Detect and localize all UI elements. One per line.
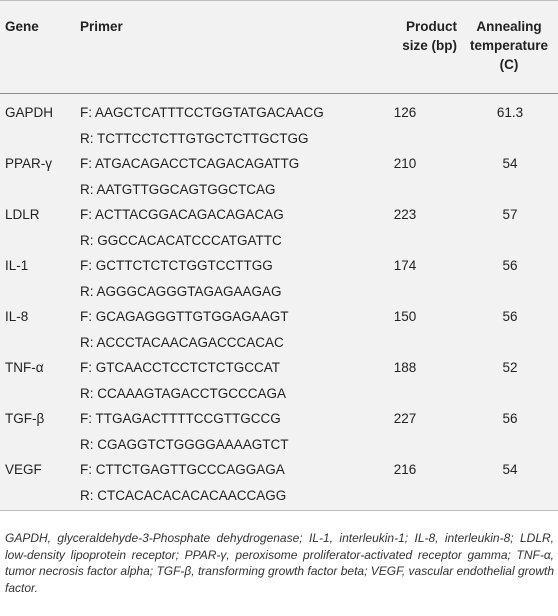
product-size: 188: [393, 360, 417, 375]
footnote-container: [0, 522, 558, 596]
table-row: [0, 151, 558, 177]
table-header: [0, 0, 558, 94]
table-row-reverse: [0, 228, 558, 254]
forward-primer: F: ATGACAGACCTCAGACAGATTG: [80, 156, 300, 171]
annealing-temp: 54: [502, 462, 518, 477]
annealing-temp: 54: [502, 156, 518, 171]
table-row-reverse: [0, 279, 558, 305]
header-annealing-line-1: Annealing: [476, 19, 542, 34]
product-size: 150: [393, 309, 417, 324]
gene-name: PPAR-γ: [5, 156, 53, 171]
table-row-reverse: [0, 330, 558, 356]
annealing-temp: 61.3: [496, 105, 524, 120]
table-row: [0, 100, 558, 126]
forward-primer: F: GTCAACCTCCTCTCTGCCAT: [80, 360, 280, 375]
table-row: [0, 304, 558, 330]
table-row: [0, 355, 558, 381]
reverse-primer: R: ACCCTACAACAGACCCACAC: [80, 334, 284, 350]
forward-primer: F: AAGCTCATTTCCTGGTATGACAACG: [80, 105, 324, 120]
reverse-primer: R: CCAAAGTAGACCTGCCCAGA: [80, 385, 287, 401]
table-row-reverse: [0, 483, 558, 509]
header-annealing-line-2: temperature: [469, 38, 549, 53]
forward-primer: F: GCTTCTCTCTGGTCCTTGG: [80, 258, 273, 273]
table-row: [0, 457, 558, 483]
header-product-size: [365, 17, 457, 55]
annealing-temp: 57: [502, 207, 518, 222]
reverse-primer: R: CGAGGTCTGGGGAAAAGTCT: [80, 436, 289, 452]
table-row-reverse: [0, 381, 558, 407]
forward-primer: F: TTGAGACTTTTCCGTTGCCG: [80, 411, 281, 426]
gene-name: TGF-β: [5, 411, 45, 426]
product-size: 126: [393, 105, 417, 120]
header-primer: Primer: [80, 19, 123, 34]
gene-name: LDLR: [5, 207, 40, 222]
table-row: [0, 406, 558, 432]
header-product-size-line-1: Product: [405, 19, 457, 34]
product-size: 174: [393, 258, 417, 273]
product-size: 227: [393, 411, 417, 426]
table-row-reverse: [0, 177, 558, 203]
table-footnote: GAPDH, glyceraldehyde-3-Phosphate dehydrogenase; IL-1, interleukin-1; IL-8, interleukin-8; LDLR, low-density lipoprotein receptor; PPAR-γ, peroxisome proliferator-activated receptor gamma; TNF-α, tumor necrosis factor alpha; TGF-β, transforming growth factor beta; VEGF, vascular endothelial growth factor.: [5, 531, 554, 595]
annealing-temp: 56: [502, 309, 518, 324]
table-row-reverse: [0, 126, 558, 152]
gene-name: IL-1: [5, 258, 29, 273]
reverse-primer: R: AGGGCAGGGTAGAGAAGAG: [80, 283, 282, 299]
header-annealing-line-3: (C): [499, 57, 519, 72]
table-footnote-area: [0, 510, 558, 511]
header-gene: Gene: [5, 19, 39, 34]
annealing-temp: 56: [502, 411, 518, 426]
gene-name: GAPDH: [5, 105, 54, 120]
gene-name: TNF-α: [5, 360, 44, 375]
table-row-reverse: [0, 432, 558, 458]
header-annealing-temperature: [460, 17, 558, 74]
gene-name: IL-8: [5, 309, 29, 324]
table-row: [0, 202, 558, 228]
annealing-temp: 56: [502, 258, 518, 273]
forward-primer: F: GCAGAGGGTTGTGGAGAAGT: [80, 309, 289, 324]
annealing-temp: 52: [502, 360, 518, 375]
product-size: 210: [393, 156, 417, 171]
product-size: 216: [393, 462, 417, 477]
forward-primer: F: ACTTACGGACAGACAGACAG: [80, 207, 284, 222]
gene-name: VEGF: [5, 462, 42, 477]
table-body: [0, 94, 558, 510]
reverse-primer: R: GGCCACACATCCCATGATTC: [80, 232, 282, 248]
reverse-primer: R: AATGTTGGCAGTGGCTCAG: [80, 181, 276, 197]
forward-primer: F: CTTCTGAGTTGCCCAGGAGA: [80, 462, 285, 477]
table-row: [0, 253, 558, 279]
reverse-primer: R: TCTTCCTCTTGTGCTCTTGCTGG: [80, 130, 309, 146]
header-product-size-line-2: size (bp): [402, 38, 457, 53]
reverse-primer: R: CTCACACACACACAACCAGG: [80, 487, 287, 503]
product-size: 223: [393, 207, 417, 222]
